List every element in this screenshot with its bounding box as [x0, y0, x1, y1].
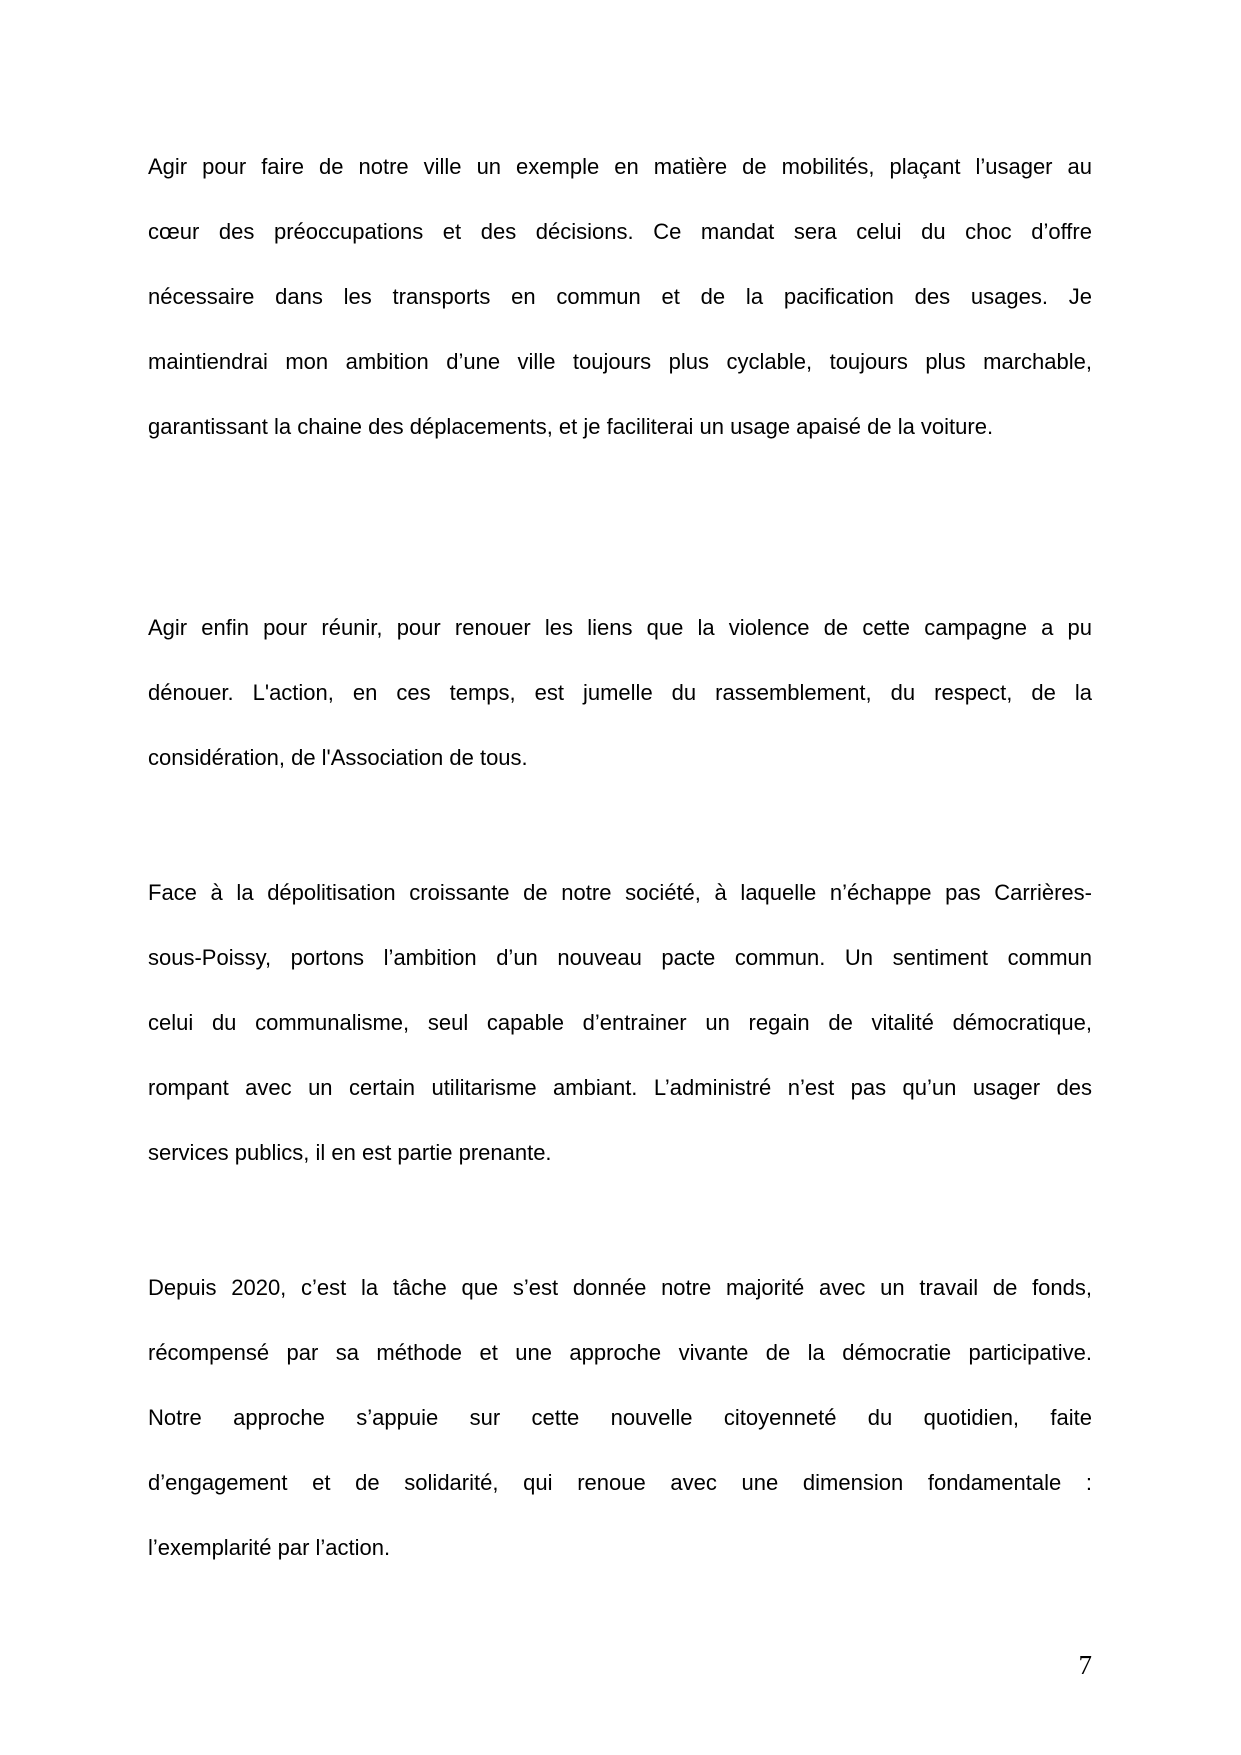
paragraph: [148, 134, 1092, 459]
text-line: sous-Poissy, portons l’ambition d’un nouveau pacte commun. Un sentiment commun: [148, 945, 1092, 970]
text-line: rompant avec un certain utilitarisme ambiant. L’administré n’est pas qu’un usager des: [148, 1075, 1092, 1100]
text-line: garantissant la chaine des déplacements, et je faciliterai un usage apaisé de la voiture.: [148, 414, 994, 439]
text-line: celui du communalisme, seul capable d’entrainer un regain de vitalité démocratique,: [148, 1010, 1092, 1035]
text-line: d’engagement et de solidarité, qui renoue avec une dimension fondamentale :: [148, 1470, 1092, 1495]
text-line: cœur des préoccupations et des décisions. Ce mandat sera celui du choc d’offre: [148, 219, 1092, 244]
text-line: l’exemplarité par l’action.: [148, 1535, 391, 1560]
document-body: [148, 134, 1092, 1650]
text-line: Agir pour faire de notre ville un exemple en matière de mobilités, plaçant l’usager au: [148, 154, 1092, 179]
text-line: Face à la dépolitisation croissante de notre société, à laquelle n’échappe pas Carrières-: [148, 880, 1092, 905]
text-line: considération, de l'Association de tous.: [148, 745, 528, 770]
paragraph: [148, 595, 1092, 790]
paragraph: [148, 1255, 1092, 1580]
paragraph: [148, 860, 1092, 1185]
text-line: services publics, il en est partie prenante.: [148, 1140, 552, 1165]
text-line: Agir enfin pour réunir, pour renouer les liens que la violence de cette campagne a pu: [148, 615, 1092, 640]
text-line: Depuis 2020, c’est la tâche que s’est donnée notre majorité avec un travail de fonds,: [148, 1275, 1092, 1300]
text-line: dénouer. L'action, en ces temps, est jumelle du rassemblement, du respect, de la: [148, 680, 1092, 705]
text-line: Notre approche s’appuie sur cette nouvelle citoyenneté du quotidien, faite: [148, 1405, 1092, 1430]
text-line: récompensé par sa méthode et une approche vivante de la démocratie participative.: [148, 1340, 1092, 1365]
text-line: maintiendrai mon ambition d’une ville toujours plus cyclable, toujours plus marchable,: [148, 349, 1092, 374]
text-line: nécessaire dans les transports en commun et de la pacification des usages. Je: [148, 284, 1092, 309]
page-number: 7: [1078, 1650, 1092, 1680]
